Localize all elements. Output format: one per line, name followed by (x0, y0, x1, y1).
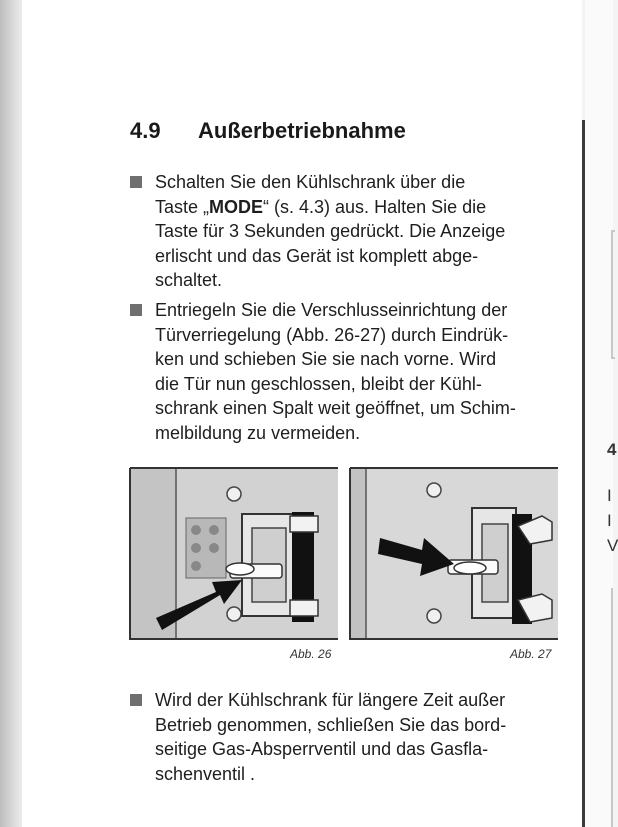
next-page-fragment: I (607, 511, 612, 530)
figure-caption: Abb. 26 (290, 647, 332, 661)
next-page-box (611, 230, 613, 358)
door-lock-slide-illustration (350, 468, 558, 640)
figure-caption: Abb. 27 (510, 647, 552, 661)
figure-door-lock-slide (350, 468, 558, 640)
next-page-box (611, 588, 613, 827)
text-line: schenventil . (155, 763, 256, 784)
bullet-square-icon (130, 176, 142, 188)
text-line: seitige Gas-Absperrventil und das Gasfla- (155, 739, 489, 760)
next-page-strip (585, 0, 618, 827)
text-line: die Tür nun geschlossen, bleibt der Kühl- (155, 373, 482, 394)
next-page-box-bottom (611, 357, 615, 359)
text-line: Entriegeln Sie die Verschlusseinrichtung der (155, 300, 508, 320)
bullet-square-icon (130, 694, 142, 706)
section-number: 4.9 (130, 118, 161, 143)
figure-door-lock-press (130, 468, 338, 640)
text-line: ken und schieben Sie sie nach vorne. Wird (155, 349, 497, 370)
page-gutter-shadow (0, 0, 22, 827)
bullet-square-icon (130, 304, 142, 316)
section-title: Außerbetriebnahme (198, 118, 406, 143)
text-line: melbildung zu vermeiden. (155, 422, 361, 443)
text-line: Schalten Sie den Kühlschrank über die (155, 172, 466, 192)
text-line: schrank einen Spalt weit geöffnet, um Schim- (155, 398, 516, 419)
text-line: Türverriegelung (Abb. 26-27) durch Eindrük- (155, 324, 509, 345)
list-item (130, 688, 582, 786)
text-line: Wird der Kühlschrank für längere Zeit außer (155, 690, 506, 710)
list-item (130, 170, 582, 293)
text-run: Taste „ (155, 196, 210, 217)
next-page-fragment: 4 (607, 440, 617, 459)
text-line (155, 195, 582, 220)
list-item (130, 298, 582, 446)
text-line: Betrieb genommen, schließen Sie das bord- (155, 714, 507, 735)
mode-key-label: MODE (209, 196, 264, 217)
text-run: “ (s. 4.3) aus. Halten Sie die (263, 196, 487, 217)
section-heading (130, 118, 406, 144)
text-line: erlischt und das Gerät ist komplett abge- (155, 245, 479, 266)
door-lock-press-illustration (130, 468, 338, 640)
text-line: Taste für 3 Sekunden gedrückt. Die Anzeige (155, 221, 506, 242)
next-page-fragment: V (607, 536, 618, 555)
text-line: schaltet. (155, 270, 223, 291)
next-page-fragment: I (607, 486, 612, 505)
